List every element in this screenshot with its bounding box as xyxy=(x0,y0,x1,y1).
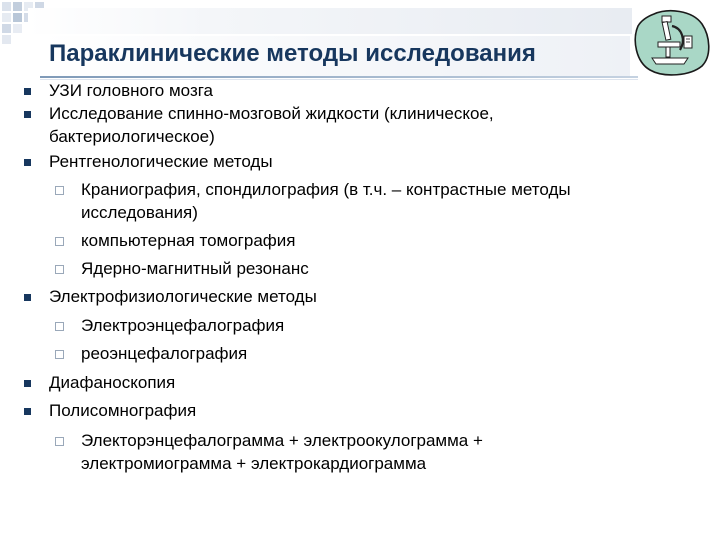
sub-list-item: Электроэнцефалография xyxy=(81,316,285,335)
sub-list-item: компьютерная томография xyxy=(81,231,296,250)
list-item: Полисомнография xyxy=(49,401,197,420)
sub-bullet-marker xyxy=(55,322,64,331)
bullet-marker xyxy=(24,159,31,166)
bullet-marker xyxy=(24,380,31,387)
sub-list-item: реоэнцефалография xyxy=(81,344,248,363)
sub-list-item: электромиограмма + электрокардиограмма xyxy=(81,454,427,473)
sub-bullet-marker xyxy=(55,237,64,246)
sub-list-item: Краниография, спондилография (в т.ч. – контрастные методы xyxy=(81,180,571,199)
list-item: Диафаноскопия xyxy=(49,373,176,392)
bullet-marker xyxy=(24,408,31,415)
sub-list-item: исследования) xyxy=(81,203,198,222)
bullet-marker xyxy=(24,88,31,95)
slide-title: Параклинические методы исследования xyxy=(49,40,536,67)
title-bar-decoration xyxy=(28,8,632,34)
microscope-icon xyxy=(628,6,714,80)
sub-bullet-marker xyxy=(55,265,64,274)
sub-bullet-marker xyxy=(55,186,64,195)
bullet-marker xyxy=(24,294,31,301)
list-item: Исследование спинно-мозговой жидкости (клиническое, xyxy=(49,104,494,123)
bullet-marker xyxy=(24,111,31,118)
sub-bullet-marker xyxy=(55,437,64,446)
list-item: бактериологическое) xyxy=(49,127,215,146)
list-item: Рентгенологические методы xyxy=(49,152,273,171)
sub-list-item: Электорэнцефалограмма + электроокулограмма + xyxy=(81,431,483,450)
title-underline xyxy=(40,76,638,78)
sub-list-item: Ядерно-магнитный резонанс xyxy=(81,259,309,278)
sub-bullet-marker xyxy=(55,350,64,359)
list-item: Электрофизиологические методы xyxy=(49,287,317,306)
list-item: УЗИ головного мозга xyxy=(49,81,214,100)
